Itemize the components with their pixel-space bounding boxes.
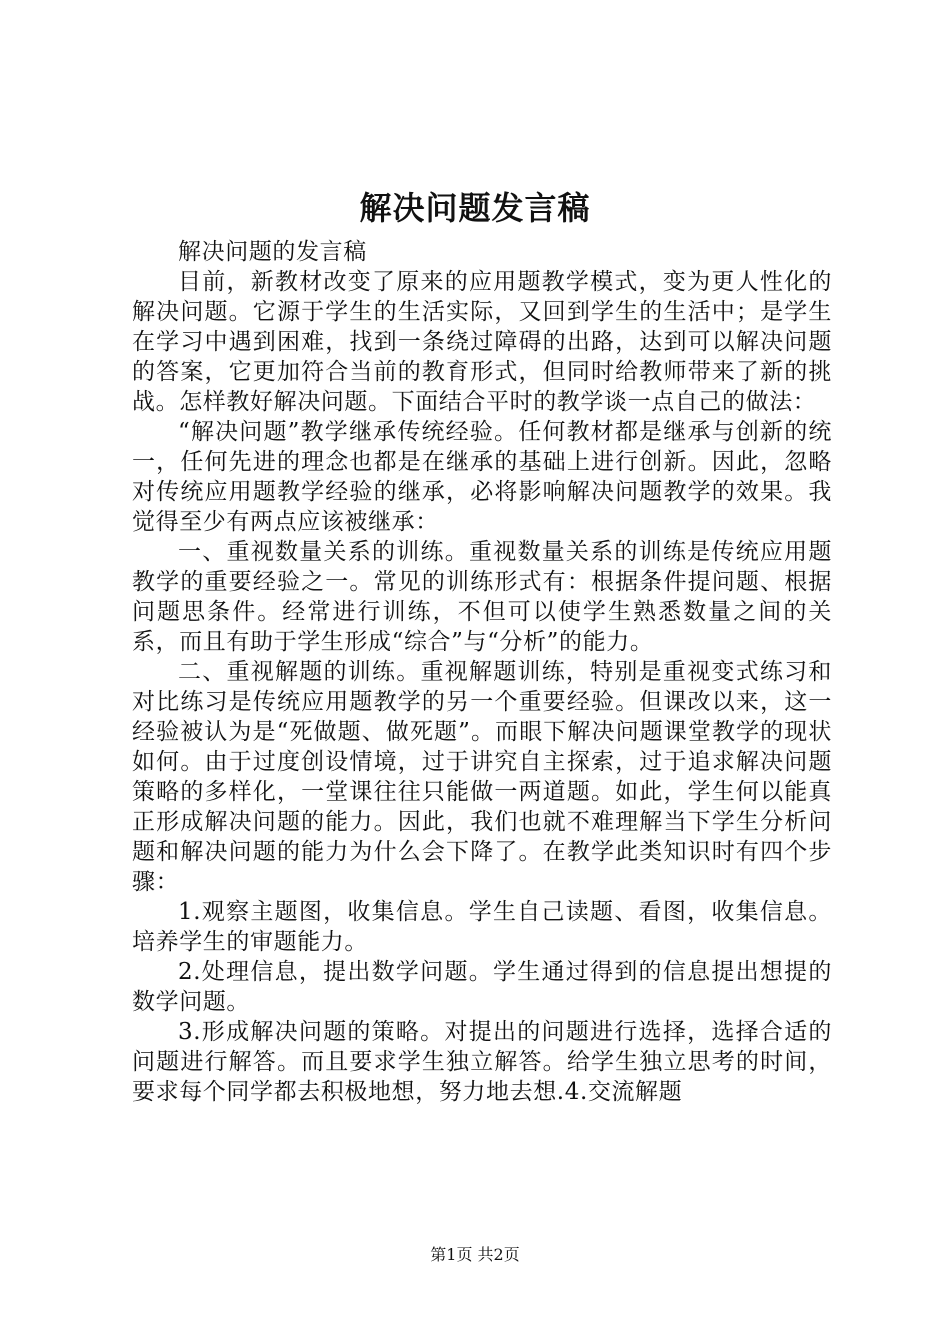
paragraph-tradition: “解决问题”教学继承传统经验。任何教材都是继承与创新的统一，任何先进的理念也都是在继承的基础上进行创新。因此，忽略对传统应用题教学经验的继承，必将影响解决问题教学的效果。我觉得至少有两点应该被继承： <box>132 419 832 535</box>
paragraph-point-one: 一、重视数量关系的训练。重视数量关系的训练是传统应用题教学的重要经验之一。常见的训练形式有：根据条件提问题、根据问题思条件。经常进行训练，不但可以使学生熟悉数量之间的关系，而且有助于学生形成“综合”与“分析”的能力。 <box>132 539 832 655</box>
paragraph-intro: 目前，新教材改变了原来的应用题教学模式，变为更人性化的解决问题。它源于学生的生活实际，又回到学生的生活中；是学生在学习中遇到困难，找到一条绕过障碍的出路，达到可以解决问题的答案，它更加符合当前的教育形式，但同时给教师带来了新的挑战。怎样教好解决问题。下面结合平时的教学谈一点自己的做法： <box>132 269 832 415</box>
page-number-footer: 第1页 共2页 <box>430 1245 520 1264</box>
paragraph-step-two: 2.处理信息，提出数学问题。学生通过得到的信息提出想提的数学问题。 <box>132 959 832 1015</box>
document-title: 解决问题发言稿 <box>359 189 591 227</box>
paragraph-step-three: 3.形成解决问题的策略。对提出的问题进行选择，选择合适的问题进行解答。而且要求学生独立解答。给学生独立思考的时间，要求每个同学都去积极地想，努力地去想.4.交流解题 <box>132 1019 832 1105</box>
document-body <box>132 237 832 1107</box>
paragraph-heading: 解决问题的发言稿 <box>178 239 367 265</box>
paragraph-step-one: 1.观察主题图，收集信息。学生自己读题、看图，收集信息。培养学生的审题能力。 <box>132 899 832 955</box>
paragraph-point-two: 二、重视解题的训练。重视解题训练，特别是重视变式练习和对比练习是传统应用题教学的另一个重要经验。但课改以来，这一经验被认为是“死做题、做死题”。而眼下解决问题课堂教学的现状如何。由于过度创设情境，过于讲究自主探索，过于追求解决问题策略的多样化，一堂课往往只能做一两道题。如此，学生何以能真正形成解决问题的能力。因此，我们也就不难理解当下学生分析问题和解决问题的能力为什么会下降了。在教学此类知识时有四个步骤： <box>132 659 832 895</box>
